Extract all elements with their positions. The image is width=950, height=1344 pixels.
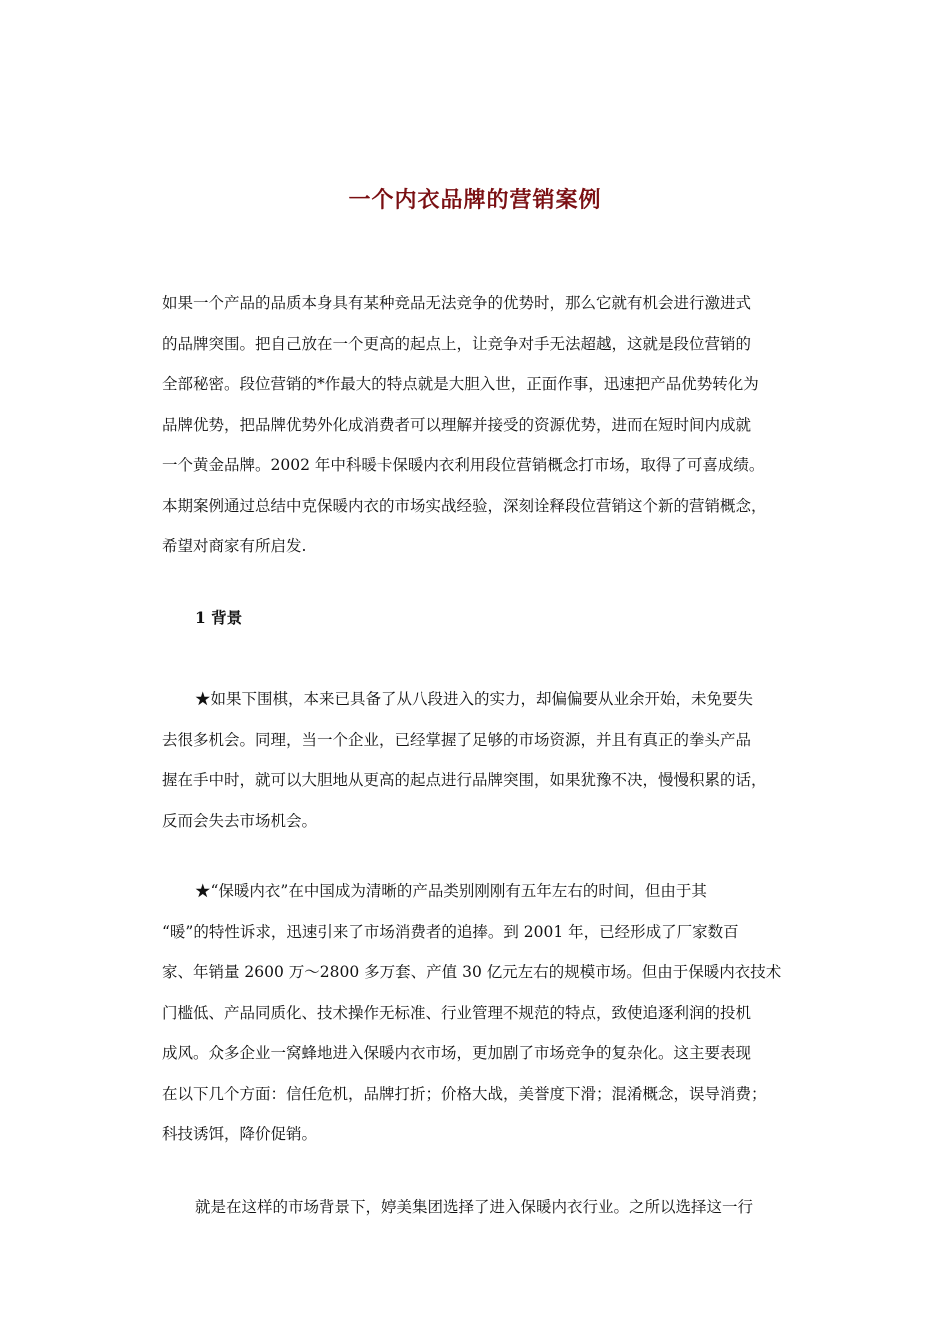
background-paragraph-2 [162,871,802,1155]
intro-paragraph [162,283,802,567]
paragraph-line: “暖”的特性诉求，迅速引来了市场消费者的追捧。到 2001 年，已经形成了厂家数百 [162,922,739,941]
paragraph-line: 就是在这样的市场背景下，婷美集团选择了进入保暖内衣行业。之所以选择这一行 [195,1198,754,1216]
intro-line: 一个黄金品牌。2002 年中科暖卡保暖内衣利用段位营销概念打市场，取得了可喜成绩。 [162,456,765,474]
intro-line: 全部秘密。段位营销的*作最大的特点就是大胆入世，正面作事，迅速把产品优势转化为 [162,375,759,393]
paragraph-line: 反而会失去市场机会。 [162,811,318,830]
paragraph-line: 家、年销量 2600 万～2800 多万套、产值 30 亿元左右的规模市场。但由于保暖内衣技术 [162,963,782,981]
intro-line: 的品牌突围。把自己放在一个更高的起点上，让竞争对手无法超越，这就是段位营销的 [162,334,752,353]
document-title: 一个内衣品牌的营销案例 [348,188,602,213]
paragraph-line: 成风。众多企业一窝蜂地进入保暖内衣市场，更加剧了市场竞争的复杂化。这主要表现 [162,1044,752,1062]
background-paragraph-1 [162,679,802,841]
intro-line: 如果一个产品的品质本身具有某种竞品无法竞争的优势时，那么它就有机会进行激进式 [162,294,752,312]
paragraph-line: ★如果下围棋，本来已具备了从八段进入的实力，却偏偏要从业余开始，未免要失 [195,690,754,708]
section-heading: 1 背景 [195,608,243,627]
intro-line: 希望对商家有所启发. [162,537,307,555]
paragraph-line: ★“保暖内衣”在中国成为清晰的产品类别刚刚有五年左右的时间，但由于其 [195,882,707,900]
paragraph-line: 科技诱饵，降价促销。 [162,1125,318,1143]
paragraph-line: 握在手中时，就可以大胆地从更高的起点进行品牌突围，如果犹豫不决，慢慢积累的话， [162,771,767,789]
paragraph-line: 在以下几个方面：信任危机，品牌打折；价格大战，美誉度下滑；混淆概念，误导消费； [162,1084,767,1103]
intro-line: 本期案例通过总结中克保暖内衣的市场实战经验，深刻诠释段位营销这个新的营销概念， [162,496,767,515]
paragraph-line: 去很多机会。同理，当一个企业，已经掌握了足够的市场资源，并且有真正的拳头产品 [162,730,752,749]
intro-line: 品牌优势，把品牌优势外化成消费者可以理解并接受的资源优势，进而在短时间内成就 [162,415,752,434]
paragraph-line: 门槛低、产品同质化、技术操作无标准、行业管理不规范的特点，致使追逐利润的投机 [162,1003,752,1022]
background-paragraph-3 [162,1187,802,1228]
